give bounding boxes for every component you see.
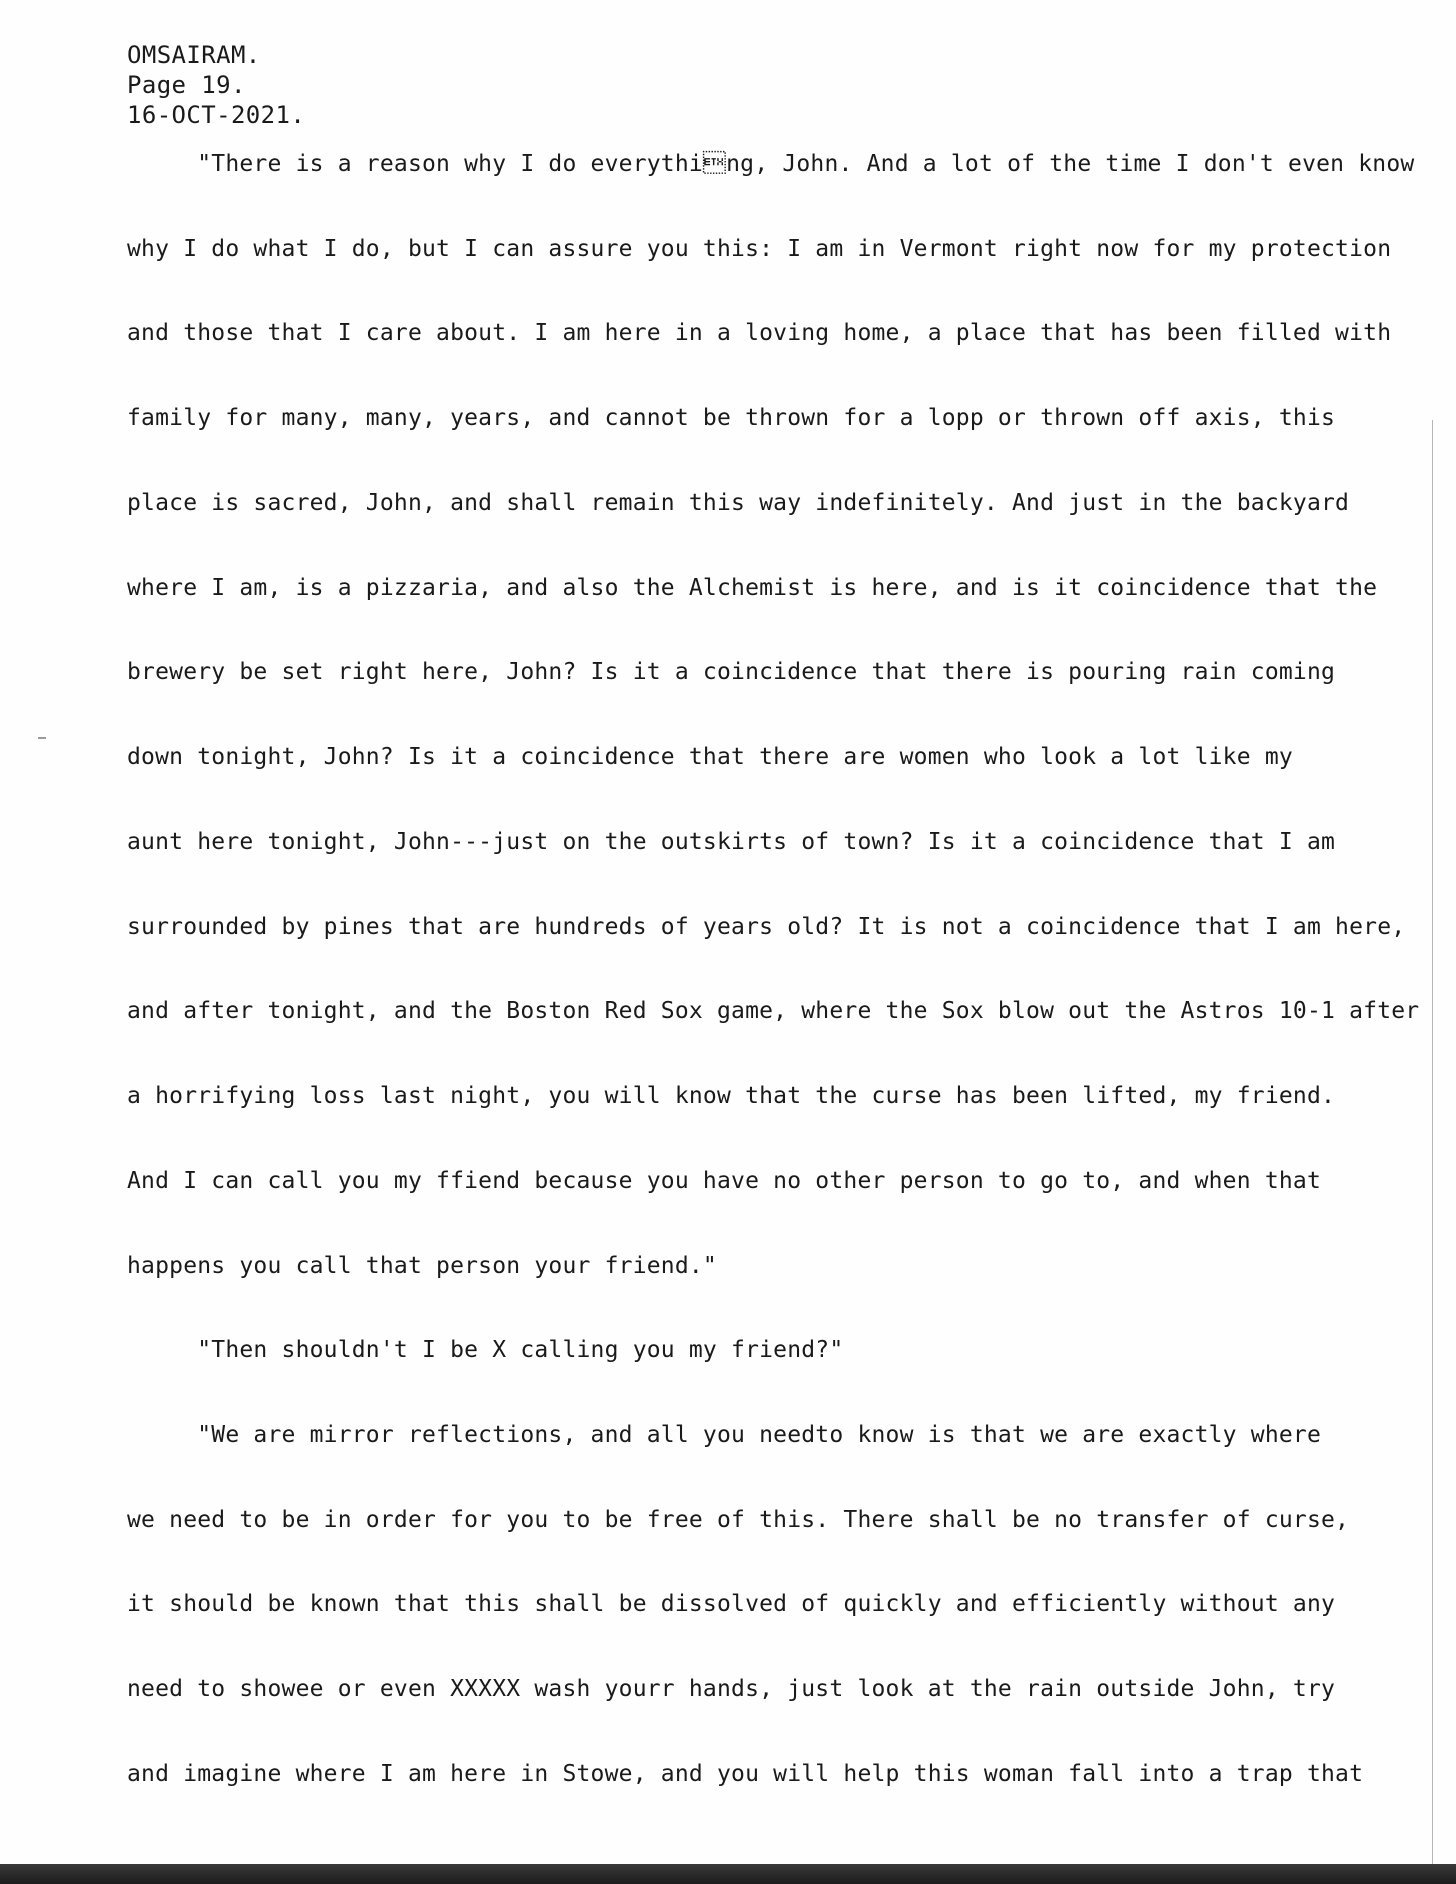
- text-line: happens you call that person your friend.": [127, 1253, 717, 1279]
- text-line: and after tonight, and the Boston Red Sox game, where the Sox blow out the Astros 10-1 after: [127, 998, 1420, 1024]
- text-line: and imagine where I am here in Stowe, and you will help this woman fall into a trap that: [127, 1761, 1364, 1787]
- text-line: it should be known that this shall be dissolved of quickly and efficiently without any: [127, 1591, 1336, 1617]
- text-line: need to showee or even XXXXX wash yourr hands, just look at the rain outside John, try: [127, 1676, 1336, 1702]
- scan-bottom-edge: [0, 1864, 1456, 1884]
- text-line: "We are mirror reflections, and all you needto know is that we are exactly where: [127, 1422, 1322, 1448]
- text-line: aunt here tonight, John---just on the outskirts of town? Is it a coincidence that I am: [127, 829, 1336, 855]
- text-line: we need to be in order for you to be free of this. There shall be no transfer of curse,: [127, 1507, 1350, 1533]
- text-line: "Then shouldn't I be X calling you my friend?": [127, 1337, 844, 1363]
- header-title: OMSAIRAM.: [127, 41, 261, 69]
- text-line: family for many, many, years, and cannot be thrown for a lopp or thrown off axis, this: [127, 405, 1336, 431]
- header-date: 16-OCT-2021.: [127, 101, 306, 129]
- header-page-number: Page 19.: [127, 71, 246, 99]
- text-line: and those that I care about. I am here in a loving home, a place that has been filled with: [127, 320, 1392, 346]
- text-line: brewery be set right here, John? Is it a coincidence that there is pouring rain coming: [127, 659, 1336, 685]
- text-line: place is sacred, John, and shall remain this way indefinitely. And just in the backyard: [127, 490, 1350, 516]
- text-line: a horrifying loss last night, you will know that the curse has been lifted, my friend.: [127, 1083, 1336, 1109]
- text-line: "There is a reason why I do everything, John. And a lot of the time I don't even know: [127, 151, 1415, 177]
- text-line: why I do what I do, but I can assure you this: I am in Vermont right now for my protection: [127, 236, 1392, 262]
- scan-edge-line: [1432, 420, 1433, 1870]
- text-line: down tonight, John? Is it a coincidence that there are women who look a lot like my: [127, 744, 1293, 770]
- text-line: And I can call you my ffiend because you have no other person to go to, and when that: [127, 1168, 1322, 1194]
- text-line: surrounded by pines that are hundreds of years old? It is not a coincidence that I am here,: [127, 914, 1406, 940]
- text-line: where I am, is a pizzaria, and also the Alchemist is here, and is it coincidence that the: [127, 575, 1378, 601]
